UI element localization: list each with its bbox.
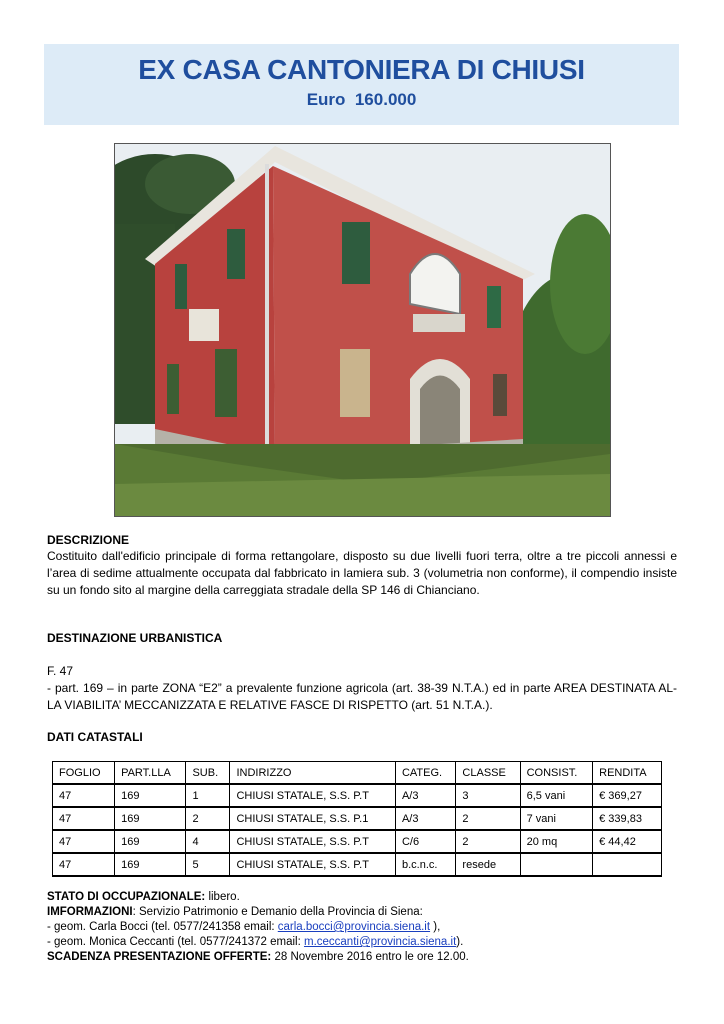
cell-categ: A/3 bbox=[395, 784, 455, 807]
destinazione-foglio: F. 47 bbox=[47, 664, 74, 678]
cell-foglio: 47 bbox=[53, 830, 115, 853]
property-photo bbox=[114, 143, 611, 517]
cell-sub: 4 bbox=[186, 830, 230, 853]
info-block bbox=[47, 890, 687, 965]
cell-sub: 1 bbox=[186, 784, 230, 807]
stato-value: libero. bbox=[208, 891, 240, 903]
header-indirizzo: INDIRIZZO bbox=[230, 762, 396, 785]
contact-bocci-text: - geom. Carla Bocci (tel. 0577/241358 email: bbox=[47, 921, 278, 933]
table-row bbox=[53, 807, 662, 830]
cell-categ: b.c.n.c. bbox=[395, 853, 455, 876]
contact-ceccanti bbox=[47, 935, 687, 950]
scadenza-line bbox=[47, 950, 687, 965]
cell-consist: 7 vani bbox=[520, 807, 593, 830]
header-sub: SUB. bbox=[186, 762, 230, 785]
cell-categ: C/6 bbox=[395, 830, 455, 853]
informazioni-label: IMFORMAZIONI bbox=[47, 906, 133, 918]
cell-foglio: 47 bbox=[53, 807, 115, 830]
cell-particella: 169 bbox=[115, 784, 186, 807]
cell-consist: 6,5 vani bbox=[520, 784, 593, 807]
cell-indirizzo: CHIUSI STATALE, S.S. P.T bbox=[230, 784, 396, 807]
cell-classe: resede bbox=[456, 853, 520, 876]
email-link-bocci[interactable]: carla.bocci@provincia.siena.it bbox=[277, 921, 431, 933]
header-classe: CLASSE bbox=[456, 762, 520, 785]
cell-classe: 2 bbox=[456, 807, 520, 830]
scadenza-label: SCADENZA PRESENTAZIONE OFFERTE: bbox=[47, 951, 272, 963]
header-rendita: RENDITA bbox=[593, 762, 662, 785]
header-consist: CONSIST. bbox=[520, 762, 593, 785]
header-categ: CATEG. bbox=[395, 762, 455, 785]
table-row bbox=[53, 853, 662, 876]
page-title: EX CASA CANTONIERA DI CHIUSI bbox=[138, 54, 585, 85]
stato-line bbox=[47, 890, 687, 905]
cell-indirizzo: CHIUSI STATALE, S.S. P.T bbox=[230, 853, 396, 876]
stato-label: STATO DI OCCUPAZIONALE: bbox=[47, 891, 206, 903]
cell-sub: 5 bbox=[186, 853, 230, 876]
cell-particella: 169 bbox=[115, 807, 186, 830]
cell-particella: 169 bbox=[115, 830, 186, 853]
descrizione-title: DESCRIZIONE bbox=[47, 533, 130, 547]
contact-bocci bbox=[47, 920, 687, 935]
header-foglio: FOGLIO bbox=[53, 762, 115, 785]
cell-classe: 3 bbox=[456, 784, 520, 807]
cell-sub: 2 bbox=[186, 807, 230, 830]
cell-rendita: € 339,83 bbox=[593, 807, 662, 830]
table-row bbox=[53, 784, 662, 807]
cell-indirizzo: CHIUSI STATALE, S.S. P.T bbox=[230, 830, 396, 853]
destinazione-text: - part. 169 – in parte ZONA “E2” a prevalente funzione agricola (art. 38-39 N.T.A.) ed in parte AREA DESTINATA AL-LA VIABILITA’ MECCANIZZATA E RELATIVE FASCE DI RISPETTO (art. 51 N.T.A.). bbox=[47, 681, 677, 712]
cell-particella: 169 bbox=[115, 853, 186, 876]
informazioni-value: : Servizio Patrimonio e Demanio della Provincia di Siena: bbox=[132, 906, 423, 918]
cell-consist: 20 mq bbox=[520, 830, 593, 853]
cell-foglio: 47 bbox=[53, 784, 115, 807]
email-link-ceccanti[interactable]: m.ceccanti@provincia.siena.it bbox=[303, 936, 457, 948]
contact-ceccanti-end: ). bbox=[456, 936, 464, 948]
header-particella: PART.LLA bbox=[115, 762, 186, 785]
catasto-title: DATI CATASTALI bbox=[47, 730, 143, 744]
scadenza-value: 28 Novembre 2016 entro le ore 12.00. bbox=[271, 951, 469, 963]
catasto-table bbox=[52, 761, 662, 877]
table-header-row bbox=[53, 762, 662, 785]
cell-categ: A/3 bbox=[395, 807, 455, 830]
destinazione-title: DESTINAZIONE URBANISTICA bbox=[47, 631, 223, 645]
descrizione-text: Costituito dall'edificio principale di forma rettangolare, disposto su due livelli fuori terra, oltre a tre piccoli annessi e l’area di sedime attualmente occupata dal fabbricato in lamiera sub. 3 (volumetria non conforme), il compendio insiste su un fondo sito al margine della carreggiata stradale della SP 146 di Chianciano. bbox=[47, 549, 677, 597]
cell-foglio: 47 bbox=[53, 853, 115, 876]
header-banner bbox=[44, 44, 679, 125]
cell-indirizzo: CHIUSI STATALE, S.S. P.1 bbox=[230, 807, 396, 830]
cell-classe: 2 bbox=[456, 830, 520, 853]
contact-ceccanti-text: - geom. Monica Ceccanti (tel. 0577/241372 email: bbox=[47, 936, 304, 948]
cell-rendita bbox=[593, 853, 662, 876]
informazioni-line bbox=[47, 905, 687, 920]
cell-rendita: € 44,42 bbox=[593, 830, 662, 853]
cell-consist bbox=[520, 853, 593, 876]
cell-rendita: € 369,27 bbox=[593, 784, 662, 807]
price-label: Euro 160.000 bbox=[306, 90, 417, 109]
contact-bocci-end: ), bbox=[430, 921, 441, 933]
table-row bbox=[53, 830, 662, 853]
